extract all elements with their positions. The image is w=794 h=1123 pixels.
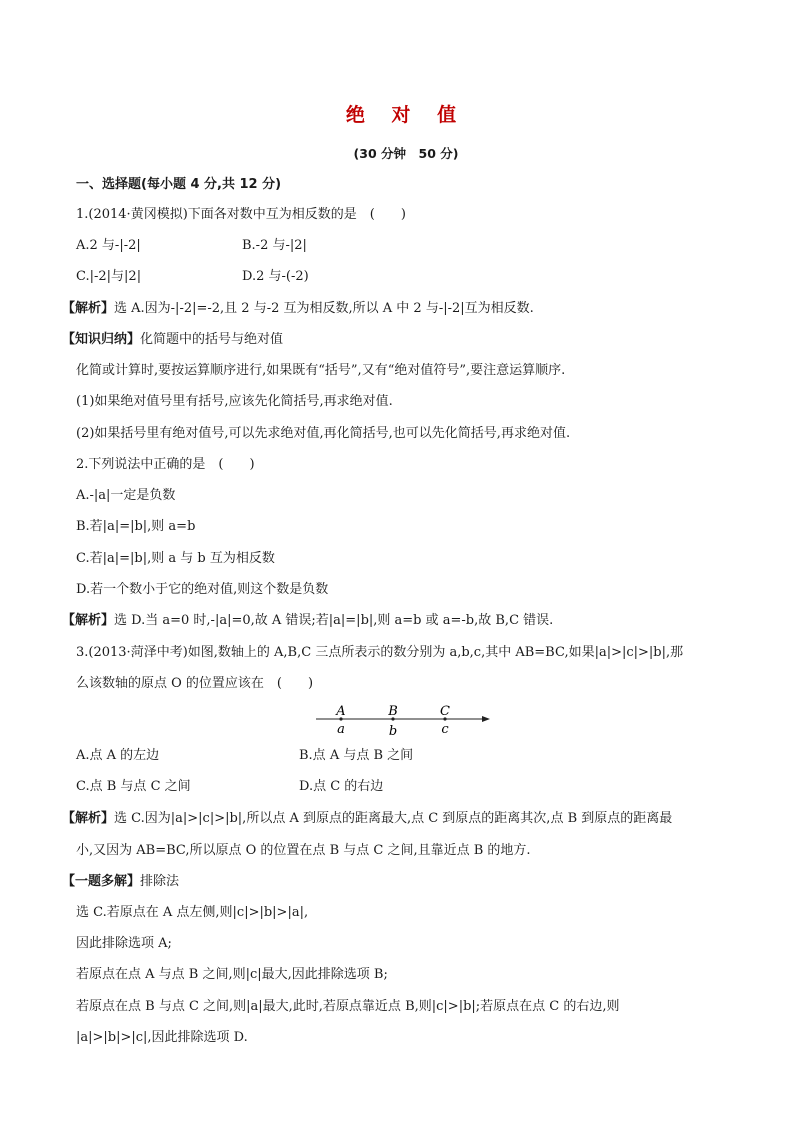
multi-solution-title: 排除法 bbox=[140, 874, 180, 889]
knowledge-title: 化简题中的括号与绝对值 bbox=[140, 332, 284, 347]
analysis-text: 选 D.当 a=0 时,-|a|=0,故 A 错误;若|a|=|b|,则 a=b 或 a=-b,故 B,C 错误. bbox=[114, 613, 554, 628]
q1-option-a: A.2 与-|-2| bbox=[76, 238, 141, 253]
q1-option-c: C.|-2|与|2| bbox=[76, 269, 142, 284]
multi-line-1: 选 C.若原点在 A 点左侧,则|c|>|b|>|a|, bbox=[76, 905, 309, 920]
knowledge-line-2: (1)如果绝对值号里有括号,应该先化简括号,再求绝对值. bbox=[76, 394, 393, 409]
label-B: B bbox=[388, 704, 398, 719]
multi-line-4: 若原点在点 B 与点 C 之间,则|a|最大,此时,若原点靠近点 B,则|c|>|b|;若原点在点 C 的右边,则 bbox=[76, 999, 620, 1014]
q3-option-b: B.点 A 与点 B 之间 bbox=[299, 748, 414, 763]
q2-option-a: A.-|a|一定是负数 bbox=[76, 488, 176, 503]
question-3-stem-line-1: 3.(2013·菏泽中考)如图,数轴上的 A,B,C 三点所表示的数分别为 a,b,c,其中 AB=BC,如果|a|>|c|>|b|,那 bbox=[76, 645, 684, 660]
multi-solution-tag: 【一题多解】 bbox=[62, 874, 141, 889]
question-1-stem: 1.(2014·黄冈模拟)下面各对数中互为相反数的是 ( ) bbox=[76, 207, 406, 222]
number-line-figure bbox=[314, 702, 494, 738]
knowledge-line-3: (2)如果括号里有绝对值号,可以先求绝对值,再化简括号,也可以先化简括号,再求绝对值. bbox=[76, 426, 571, 441]
q2-option-c: C.若|a|=|b|,则 a 与 b 互为相反数 bbox=[76, 551, 275, 566]
question-2-stem: 2.下列说法中正确的是 ( ) bbox=[76, 457, 255, 472]
knowledge-line-1: 化简或计算时,要按运算顺序进行,如果既有“括号”,又有“绝对值符号”,要注意运算顺序. bbox=[76, 363, 566, 378]
label-A: A bbox=[336, 704, 346, 719]
multi-line-5: |a|>|b|>|c|,因此排除选项 D. bbox=[76, 1030, 248, 1045]
q3-option-c: C.点 B 与点 C 之间 bbox=[76, 779, 191, 794]
q1-analysis bbox=[62, 300, 534, 318]
multi-line-3: 若原点在点 A 与点 B 之间,则|c|最大,因此排除选项 B; bbox=[76, 967, 388, 982]
document-page bbox=[62, 0, 736, 1123]
number-line-arrow bbox=[482, 716, 490, 722]
knowledge-tag: 【知识归纳】 bbox=[62, 332, 141, 347]
analysis-tag: 【解析】 bbox=[62, 613, 115, 628]
analysis-text: 选 A.因为-|-2|=-2,且 2 与-2 互为相反数,所以 A 中 2 与-|-2|互为相反数. bbox=[114, 301, 534, 316]
analysis-text: 选 C.因为|a|>|c|>|b|,所以点 A 到原点的距离最大,点 C 到原点的距离其次,点 B 到原点的距离最 bbox=[114, 811, 673, 826]
q3-option-d: D.点 C 的右边 bbox=[299, 779, 384, 794]
section-heading: 一、选择题(每小题 4 分,共 12 分) bbox=[76, 177, 282, 192]
q3-multi-solution bbox=[62, 873, 179, 891]
label-C: C bbox=[440, 704, 450, 719]
q1-knowledge bbox=[62, 331, 283, 349]
q1-option-d: D.2 与-(-2) bbox=[242, 269, 309, 284]
page-subtitle: (30 分钟 50 分) bbox=[353, 146, 459, 161]
analysis-tag: 【解析】 bbox=[62, 301, 115, 316]
analysis-tag: 【解析】 bbox=[62, 811, 115, 826]
label-c: c bbox=[441, 722, 449, 737]
label-b: b bbox=[388, 724, 398, 738]
q3-analysis-line-2: 小,又因为 AB=BC,所以原点 O 的位置在点 B 与点 C 之间,且靠近点 B 的地方. bbox=[76, 843, 531, 858]
multi-line-2: 因此排除选项 A; bbox=[76, 936, 172, 951]
label-a: a bbox=[337, 722, 345, 737]
page-title: 绝 对 值 bbox=[345, 104, 467, 126]
question-3-stem-line-2: 么该数轴的原点 O 的位置应该在 ( ) bbox=[76, 676, 314, 691]
q2-option-b: B.若|a|=|b|,则 a=b bbox=[76, 519, 196, 534]
q3-option-a: A.点 A 的左边 bbox=[76, 748, 160, 763]
q3-analysis-line-1 bbox=[62, 810, 672, 828]
q1-option-b: B.-2 与-|2| bbox=[242, 238, 307, 253]
q2-option-d: D.若一个数小于它的绝对值,则这个数是负数 bbox=[76, 582, 329, 597]
q2-analysis bbox=[62, 612, 553, 630]
